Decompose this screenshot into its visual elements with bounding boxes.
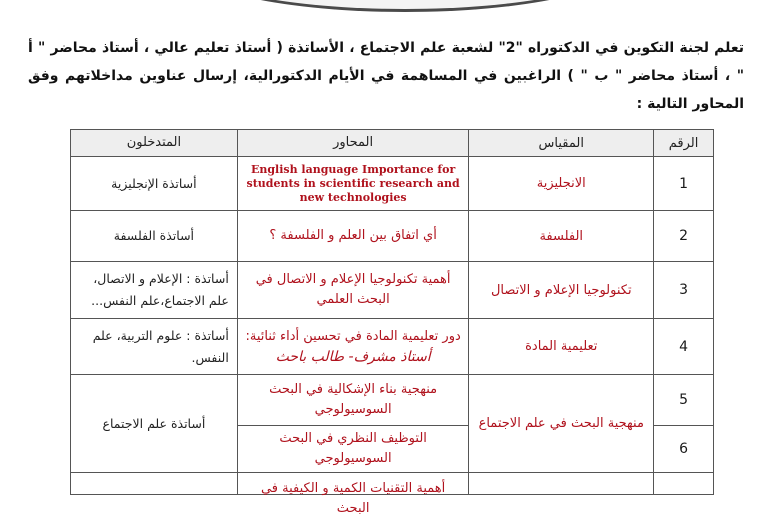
row-participants: أساتذة : الإعلام و الاتصال، علم الاجتماع،علم النفس... bbox=[71, 262, 238, 319]
row-axes: أهمية تكنولوجيا الإعلام و الاتصال في البحث العلمي bbox=[237, 262, 469, 319]
row-scale: الانجليزية bbox=[469, 157, 654, 211]
row-participants: أساتذة : علوم التربية، علم النفس. bbox=[71, 319, 238, 375]
row-participants: أساتذة الإنجليزية bbox=[71, 157, 238, 211]
row-axes: التوظيف النظري في البحث السوسيولوجي bbox=[237, 426, 469, 473]
row-num: 4 bbox=[654, 319, 714, 375]
row-scale: الفلسفة bbox=[469, 211, 654, 262]
row-scale: تكنولوجيا الإعلام و الاتصال bbox=[469, 262, 654, 319]
row-scale: منهجية البحث في علم الاجتماع bbox=[469, 375, 654, 473]
table-row bbox=[71, 473, 714, 495]
header-frame bbox=[188, 0, 622, 12]
row-num: 3 bbox=[654, 262, 714, 319]
row-axes-line: دور تعليمية المادة في تحسين أداء ثنائية: bbox=[245, 328, 461, 344]
row-participants bbox=[71, 473, 238, 495]
table-row bbox=[71, 319, 714, 375]
row-num bbox=[654, 473, 714, 495]
row-num: 6 bbox=[654, 426, 714, 473]
row-axes bbox=[237, 473, 469, 516]
doctoral-days-table bbox=[70, 129, 714, 516]
row-scale: تعليمية المادة bbox=[469, 319, 654, 375]
table-header-row bbox=[71, 130, 714, 157]
row-participants: أساتذة الفلسفة bbox=[71, 211, 238, 262]
table-row bbox=[71, 262, 714, 319]
header-num: الرقم bbox=[654, 130, 714, 157]
row-axes bbox=[237, 157, 469, 211]
table-row bbox=[71, 375, 714, 426]
header-scale: المقياس bbox=[469, 130, 654, 157]
row-axes-cut: أهمية التقنيات الكمية و الكيفية في البحث bbox=[260, 480, 446, 516]
row-num: 1 bbox=[654, 157, 714, 211]
row-num: 5 bbox=[654, 375, 714, 426]
table-row bbox=[71, 157, 714, 211]
row-axes-line-italic: أستاذ مشرف- طالب باحث bbox=[275, 348, 431, 365]
table-row bbox=[71, 211, 714, 262]
row-axes: منهجية بناء الإشكالية في البحث السوسيولوجي bbox=[237, 375, 469, 426]
row-axes: أي اتفاق بين العلم و الفلسفة ؟ bbox=[237, 211, 469, 262]
header-participants: المتدخلون bbox=[71, 130, 238, 157]
row-num: 2 bbox=[654, 211, 714, 262]
row-scale bbox=[469, 473, 654, 495]
intro-paragraph: تعلم لجنة التكوين في الدكتوراه "2" لشعبة علم الاجتماع ، الأساتذة ( أستاذ تعليم عالي ، أستاذ محاضر " أ " ، أستاذ محاضر " ب " ) الراغبين في المساهمة في الأيام الدكتورالية، إرسال عناوين مداخلاتهم وفق المحاور التالية : bbox=[28, 40, 745, 112]
row-participants: أساتذة علم الاجتماع bbox=[71, 375, 238, 473]
row-axes-english: English language Importance for students in scientific research and new technologies bbox=[246, 162, 460, 204]
header-axes: المحاور bbox=[237, 130, 469, 157]
row-axes bbox=[237, 319, 469, 375]
